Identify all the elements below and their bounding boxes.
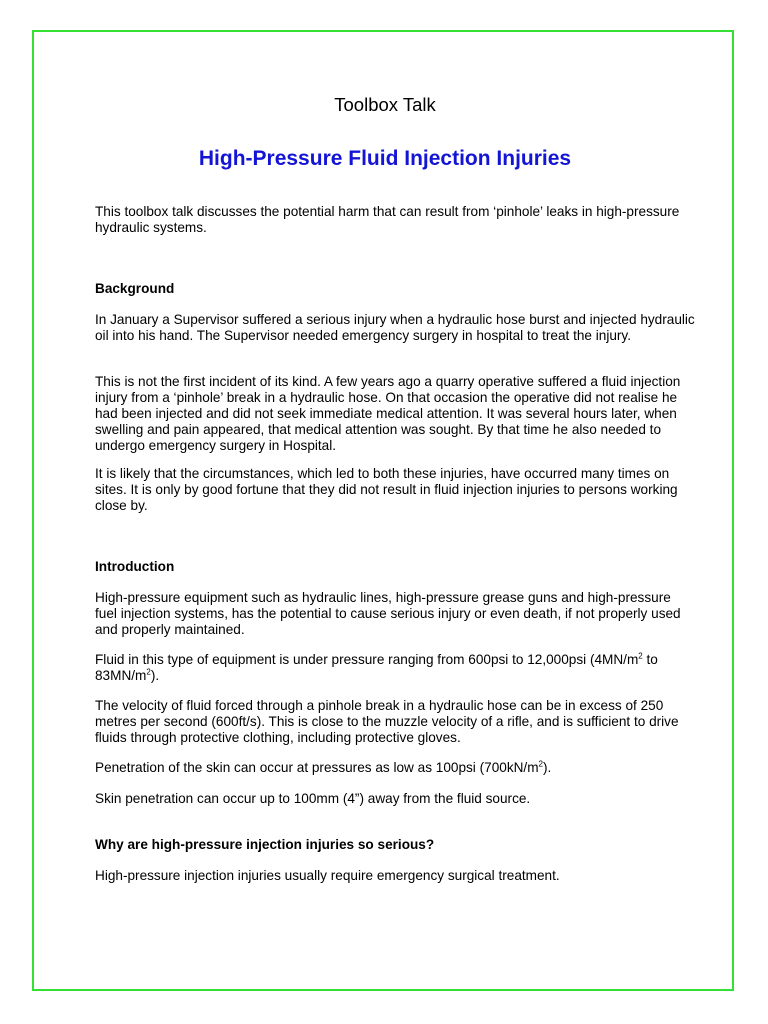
document-kicker: Toolbox Talk	[334, 94, 436, 115]
section-heading-why-serious: Why are high-pressure injection injuries so serious?	[95, 837, 435, 852]
background-paragraph-1: In January a Supervisor suffered a serious injury when a hydraulic hose burst and injected hydraulic oil into his hand. The Supervisor needed emergency surgery in hospital to treat the injury.	[95, 312, 695, 343]
introduction-paragraph-1: High-pressure equipment such as hydraulic lines, high-pressure grease guns and high-pressure fuel injection systems, has the potential to cause serious injury or even death, if not properly used and properly maintained.	[95, 590, 681, 637]
why-serious-paragraph-1: High-pressure injection injuries usually require emergency surgical treatment.	[95, 868, 560, 883]
background-paragraph-3: It is likely that the circumstances, which led to both these injuries, have occurred many times on sites. It is only by good fortune that they did not result in fluid injection injuries to persons working close by.	[95, 466, 678, 513]
section-heading-background: Background	[95, 281, 175, 296]
introduction-paragraph-4: Penetration of the skin can occur at pressures as low as 100psi $(700kN/m^2)$.	[95, 759, 552, 775]
background-paragraph-2: This is not the first incident of its kind. A few years ago a quarry operative suffered a fluid injection injury from a ‘pinhole’ break in a hydraulic hose. On that occasion the operative did not realise he had been injected and did not seek immediate medical attention. It was several hours later, when swelling and pain appeared, that medical attention was sought. By that time he also needed to undergo emergency surgery in Hospital.	[95, 374, 681, 453]
page-border	[32, 30, 734, 991]
document-title: High-Pressure Fluid Injection Injuries	[198, 147, 572, 170]
introduction-paragraph-3: The velocity of fluid forced through a pinhole break in a hydraulic hose can be in excess of 250 metres per second (600ft/s). This is close to the muzzle velocity of a rifle, and is sufficient to drive fluids through protective clothing, including protective gloves.	[95, 698, 679, 745]
intro-paragraph: This toolbox talk discusses the potential harm that can result from ‘pinhole’ leaks in high-pressure hydraulic systems.	[95, 204, 680, 235]
introduction-paragraph-2: Fluid in this type of equipment is under pressure ranging from 600psi to 12,000psi ($4MN/m^2$ to $83MN/m^2$).	[95, 651, 658, 683]
introduction-paragraph-5: Skin penetration can occur up to 100mm (4”) away from the fluid source.	[95, 791, 531, 806]
section-heading-introduction: Introduction	[95, 559, 175, 574]
